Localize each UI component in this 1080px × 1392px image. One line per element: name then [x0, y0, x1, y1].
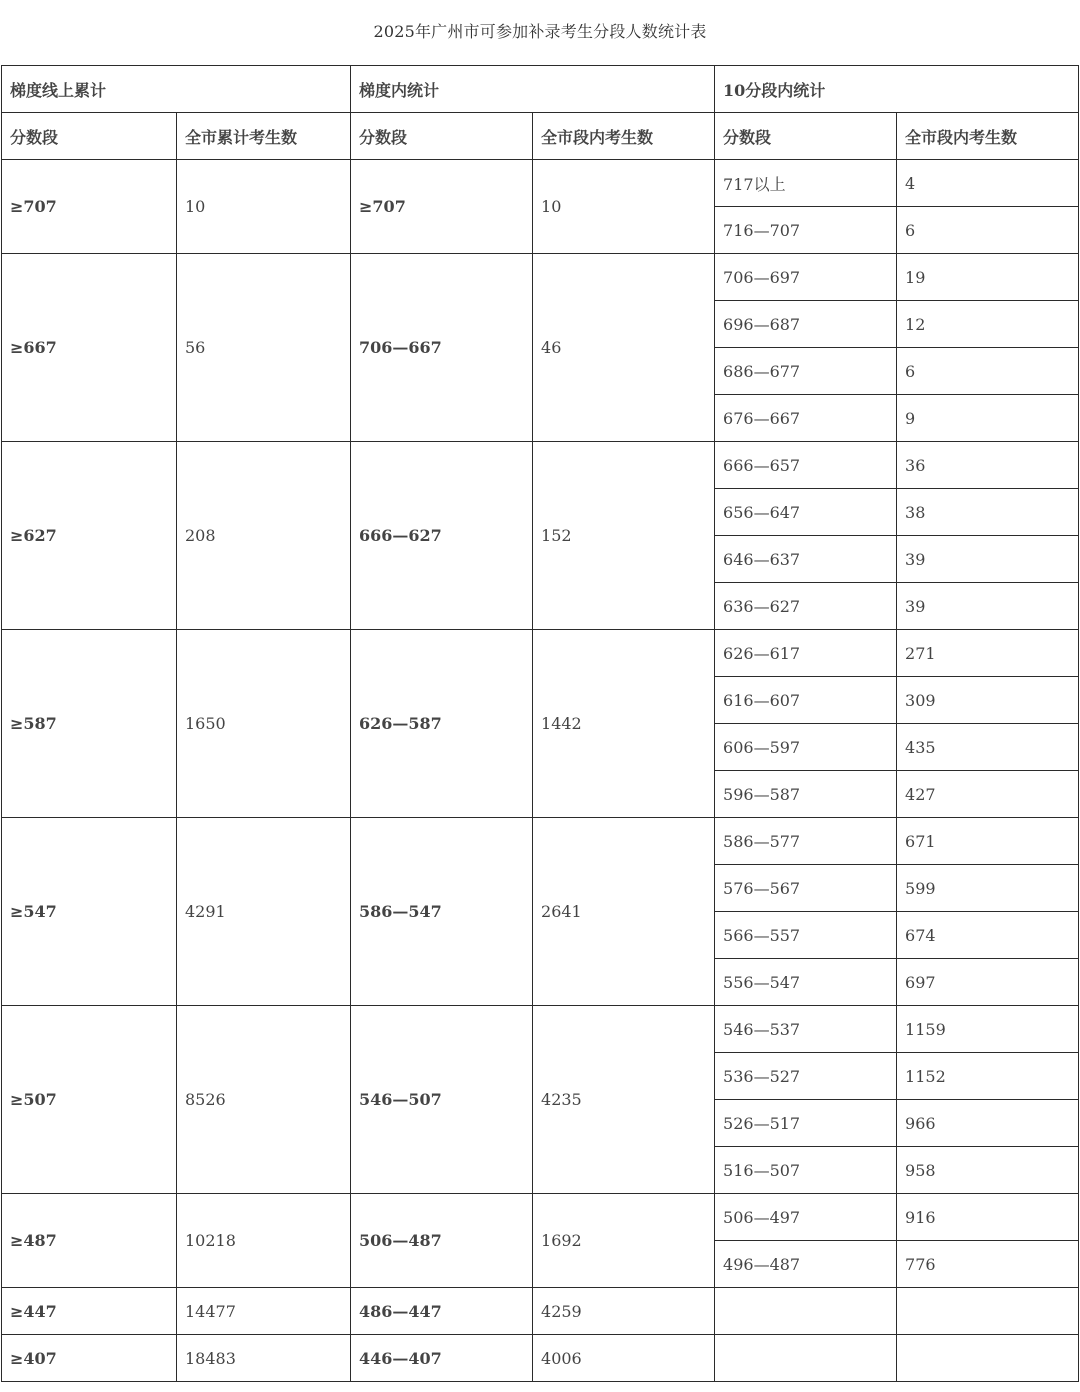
tier-range-cell: ≥707	[351, 160, 533, 254]
sub-count-cell: 6	[897, 348, 1079, 395]
sub-range-cell: 546—537	[715, 1006, 897, 1053]
group-header-cumulative: 梯度线上累计	[2, 66, 351, 113]
sub-count-cell: 38	[897, 489, 1079, 536]
sub-count-cell	[897, 1335, 1079, 1382]
sub-count-cell: 916	[897, 1194, 1079, 1241]
cum-range-cell: ≥667	[2, 254, 177, 442]
sub-range-cell: 576—567	[715, 865, 897, 912]
tier-count-cell: 1442	[533, 630, 715, 818]
tier-count-cell: 2641	[533, 818, 715, 1006]
column-header: 分数段	[351, 113, 533, 160]
sub-range-cell: 696—687	[715, 301, 897, 348]
page-title: 2025年广州市可参加补录考生分段人数统计表	[373, 22, 707, 41]
table-row	[2, 1288, 1079, 1335]
sub-range-cell: 656—647	[715, 489, 897, 536]
sub-range-cell: 686—677	[715, 348, 897, 395]
table-row	[2, 442, 1079, 489]
sub-count-cell: 671	[897, 818, 1079, 865]
tier-range-cell: 706—667	[351, 254, 533, 442]
tier-range-cell: 666—627	[351, 442, 533, 630]
cum-count-cell: 10	[177, 160, 351, 254]
column-header: 分数段	[2, 113, 177, 160]
sub-count-cell: 39	[897, 536, 1079, 583]
column-header: 全市段内考生数	[897, 113, 1079, 160]
sub-count-cell: 39	[897, 583, 1079, 630]
sub-count-cell: 9	[897, 395, 1079, 442]
tier-count-cell: 152	[533, 442, 715, 630]
sub-range-cell: 496—487	[715, 1241, 897, 1288]
table-row	[2, 1194, 1079, 1241]
table-row	[2, 630, 1079, 677]
sub-count-cell: 309	[897, 677, 1079, 724]
table-row	[2, 254, 1079, 301]
tier-count-cell: 4235	[533, 1006, 715, 1194]
sub-count-cell: 776	[897, 1241, 1079, 1288]
sub-count-cell: 966	[897, 1100, 1079, 1147]
tier-count-cell: 4259	[533, 1288, 715, 1335]
cum-range-cell: ≥707	[2, 160, 177, 254]
tier-range-cell: 626—587	[351, 630, 533, 818]
tier-count-cell: 1692	[533, 1194, 715, 1288]
sub-range-cell: 586—577	[715, 818, 897, 865]
cum-range-cell: ≥507	[2, 1006, 177, 1194]
sub-range-cell: 596—587	[715, 771, 897, 818]
sub-count-cell: 435	[897, 724, 1079, 771]
sub-count-cell: 599	[897, 865, 1079, 912]
group-header-row	[2, 66, 1079, 113]
cum-count-cell: 14477	[177, 1288, 351, 1335]
column-header: 分数段	[715, 113, 897, 160]
sub-count-cell: 12	[897, 301, 1079, 348]
sub-count-cell: 6	[897, 207, 1079, 254]
cum-range-cell: ≥447	[2, 1288, 177, 1335]
tier-count-cell: 46	[533, 254, 715, 442]
sub-count-cell: 4	[897, 160, 1079, 207]
group-header-10pt: 10分段内统计	[715, 66, 1079, 113]
cum-range-cell: ≥407	[2, 1335, 177, 1382]
sub-count-cell: 1152	[897, 1053, 1079, 1100]
cum-count-cell: 4291	[177, 818, 351, 1006]
cum-count-cell: 56	[177, 254, 351, 442]
sub-count-cell: 1159	[897, 1006, 1079, 1053]
sub-range-cell: 716—707	[715, 207, 897, 254]
sub-count-cell	[897, 1288, 1079, 1335]
cum-count-cell: 8526	[177, 1006, 351, 1194]
cum-count-cell: 208	[177, 442, 351, 630]
cum-range-cell: ≥487	[2, 1194, 177, 1288]
sub-range-cell: 666—657	[715, 442, 897, 489]
cum-count-cell: 10218	[177, 1194, 351, 1288]
cum-range-cell: ≥547	[2, 818, 177, 1006]
table-row	[2, 818, 1079, 865]
score-statistics-table	[1, 65, 1079, 1382]
sub-range-cell: 706—697	[715, 254, 897, 301]
sub-range-cell	[715, 1288, 897, 1335]
tier-range-cell: 586—547	[351, 818, 533, 1006]
tier-range-cell: 446—407	[351, 1335, 533, 1382]
table-row	[2, 1335, 1079, 1382]
sub-range-cell: 536—527	[715, 1053, 897, 1100]
sub-range-cell: 526—517	[715, 1100, 897, 1147]
sub-range-cell: 717以上	[715, 160, 897, 207]
tier-range-cell: 506—487	[351, 1194, 533, 1288]
sub-range-cell	[715, 1335, 897, 1382]
sub-range-cell: 676—667	[715, 395, 897, 442]
tier-count-cell: 4006	[533, 1335, 715, 1382]
table-row	[2, 1006, 1079, 1053]
sub-count-cell: 674	[897, 912, 1079, 959]
sub-count-cell: 271	[897, 630, 1079, 677]
column-header: 全市段内考生数	[533, 113, 715, 160]
sub-range-cell: 626—617	[715, 630, 897, 677]
cum-range-cell: ≥627	[2, 442, 177, 630]
cum-count-cell: 1650	[177, 630, 351, 818]
sub-count-cell: 697	[897, 959, 1079, 1006]
column-header-row	[2, 113, 1079, 160]
sub-range-cell: 516—507	[715, 1147, 897, 1194]
sub-range-cell: 636—627	[715, 583, 897, 630]
tier-count-cell: 10	[533, 160, 715, 254]
sub-range-cell: 566—557	[715, 912, 897, 959]
cum-range-cell: ≥587	[2, 630, 177, 818]
table-row	[2, 160, 1079, 207]
sub-range-cell: 606—597	[715, 724, 897, 771]
sub-range-cell: 556—547	[715, 959, 897, 1006]
sub-range-cell: 616—607	[715, 677, 897, 724]
tier-range-cell: 486—447	[351, 1288, 533, 1335]
group-header-tier: 梯度内统计	[351, 66, 715, 113]
tier-range-cell: 546—507	[351, 1006, 533, 1194]
sub-count-cell: 958	[897, 1147, 1079, 1194]
sub-count-cell: 427	[897, 771, 1079, 818]
cum-count-cell: 18483	[177, 1335, 351, 1382]
sub-count-cell: 36	[897, 442, 1079, 489]
sub-range-cell: 506—497	[715, 1194, 897, 1241]
sub-range-cell: 646—637	[715, 536, 897, 583]
column-header: 全市累计考生数	[177, 113, 351, 160]
sub-count-cell: 19	[897, 254, 1079, 301]
